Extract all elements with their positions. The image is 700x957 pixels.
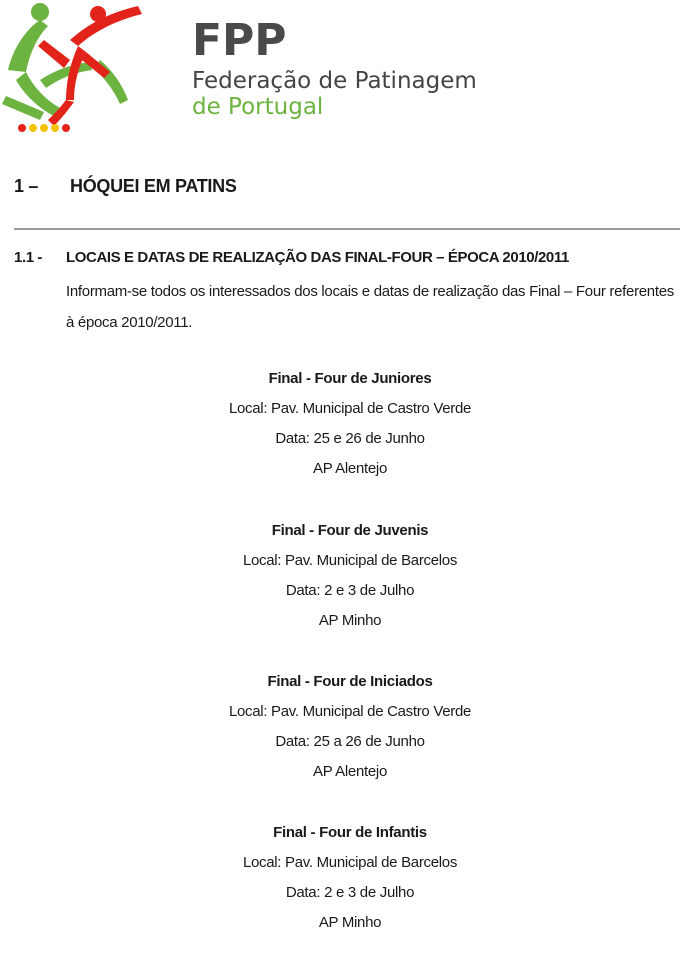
event-title: Final - Four de Juniores: [268, 370, 432, 387]
section-divider: [14, 228, 680, 230]
logo-name-line2: de Portugal: [192, 94, 324, 120]
logo-acronym: FPP: [192, 15, 287, 66]
intro-line-1: Informam-se todos os interessados dos locais e datas de realização das Final – Four referentes: [66, 283, 674, 300]
intro-paragraph: [66, 276, 686, 338]
event-local: Local: Pav. Municipal de Castro Verde: [228, 703, 472, 720]
logo-text: [192, 15, 477, 120]
event-block: [0, 667, 700, 787]
event-title: Final - Four de Juvenis: [271, 522, 429, 539]
section-number: 1 –: [14, 176, 39, 196]
subsection-title: LOCAIS E DATAS DE REALIZAÇÃO DAS FINAL-FOUR – ÉPOCA 2010/2011: [66, 249, 569, 266]
event-date: Data: 2 e 3 de Julho: [285, 884, 415, 901]
logo-name-line1: Federação de Patinagem: [192, 68, 477, 94]
fpp-logo-icon: [0, 0, 160, 135]
event-date: Data: 25 a 26 de Junho: [275, 733, 425, 750]
event-association: AP Minho: [318, 914, 382, 931]
event-block: [0, 818, 700, 938]
event-title: Final - Four de Iniciados: [267, 673, 433, 690]
subsection-number: 1.1 -: [14, 249, 43, 266]
letterhead: [0, 0, 700, 135]
event-date: Data: 25 e 26 de Junho: [275, 430, 425, 447]
event-local: Local: Pav. Municipal de Barcelos: [242, 854, 458, 871]
section-title: HÓQUEI EM PATINS: [70, 176, 237, 196]
event-association: AP Alentejo: [313, 460, 387, 477]
event-block: [0, 364, 700, 484]
section-heading: [14, 176, 237, 197]
subsection-heading: [14, 249, 569, 266]
event-association: AP Minho: [318, 612, 382, 629]
event-local: Local: Pav. Municipal de Castro Verde: [228, 400, 472, 417]
intro-line-2: à época 2010/2011.: [66, 314, 193, 331]
event-date: Data: 2 e 3 de Julho: [285, 582, 415, 599]
event-block: [0, 516, 700, 636]
event-title: Final - Four de Infantis: [273, 824, 427, 841]
event-association: AP Alentejo: [313, 763, 387, 780]
event-local: Local: Pav. Municipal de Barcelos: [242, 552, 458, 569]
